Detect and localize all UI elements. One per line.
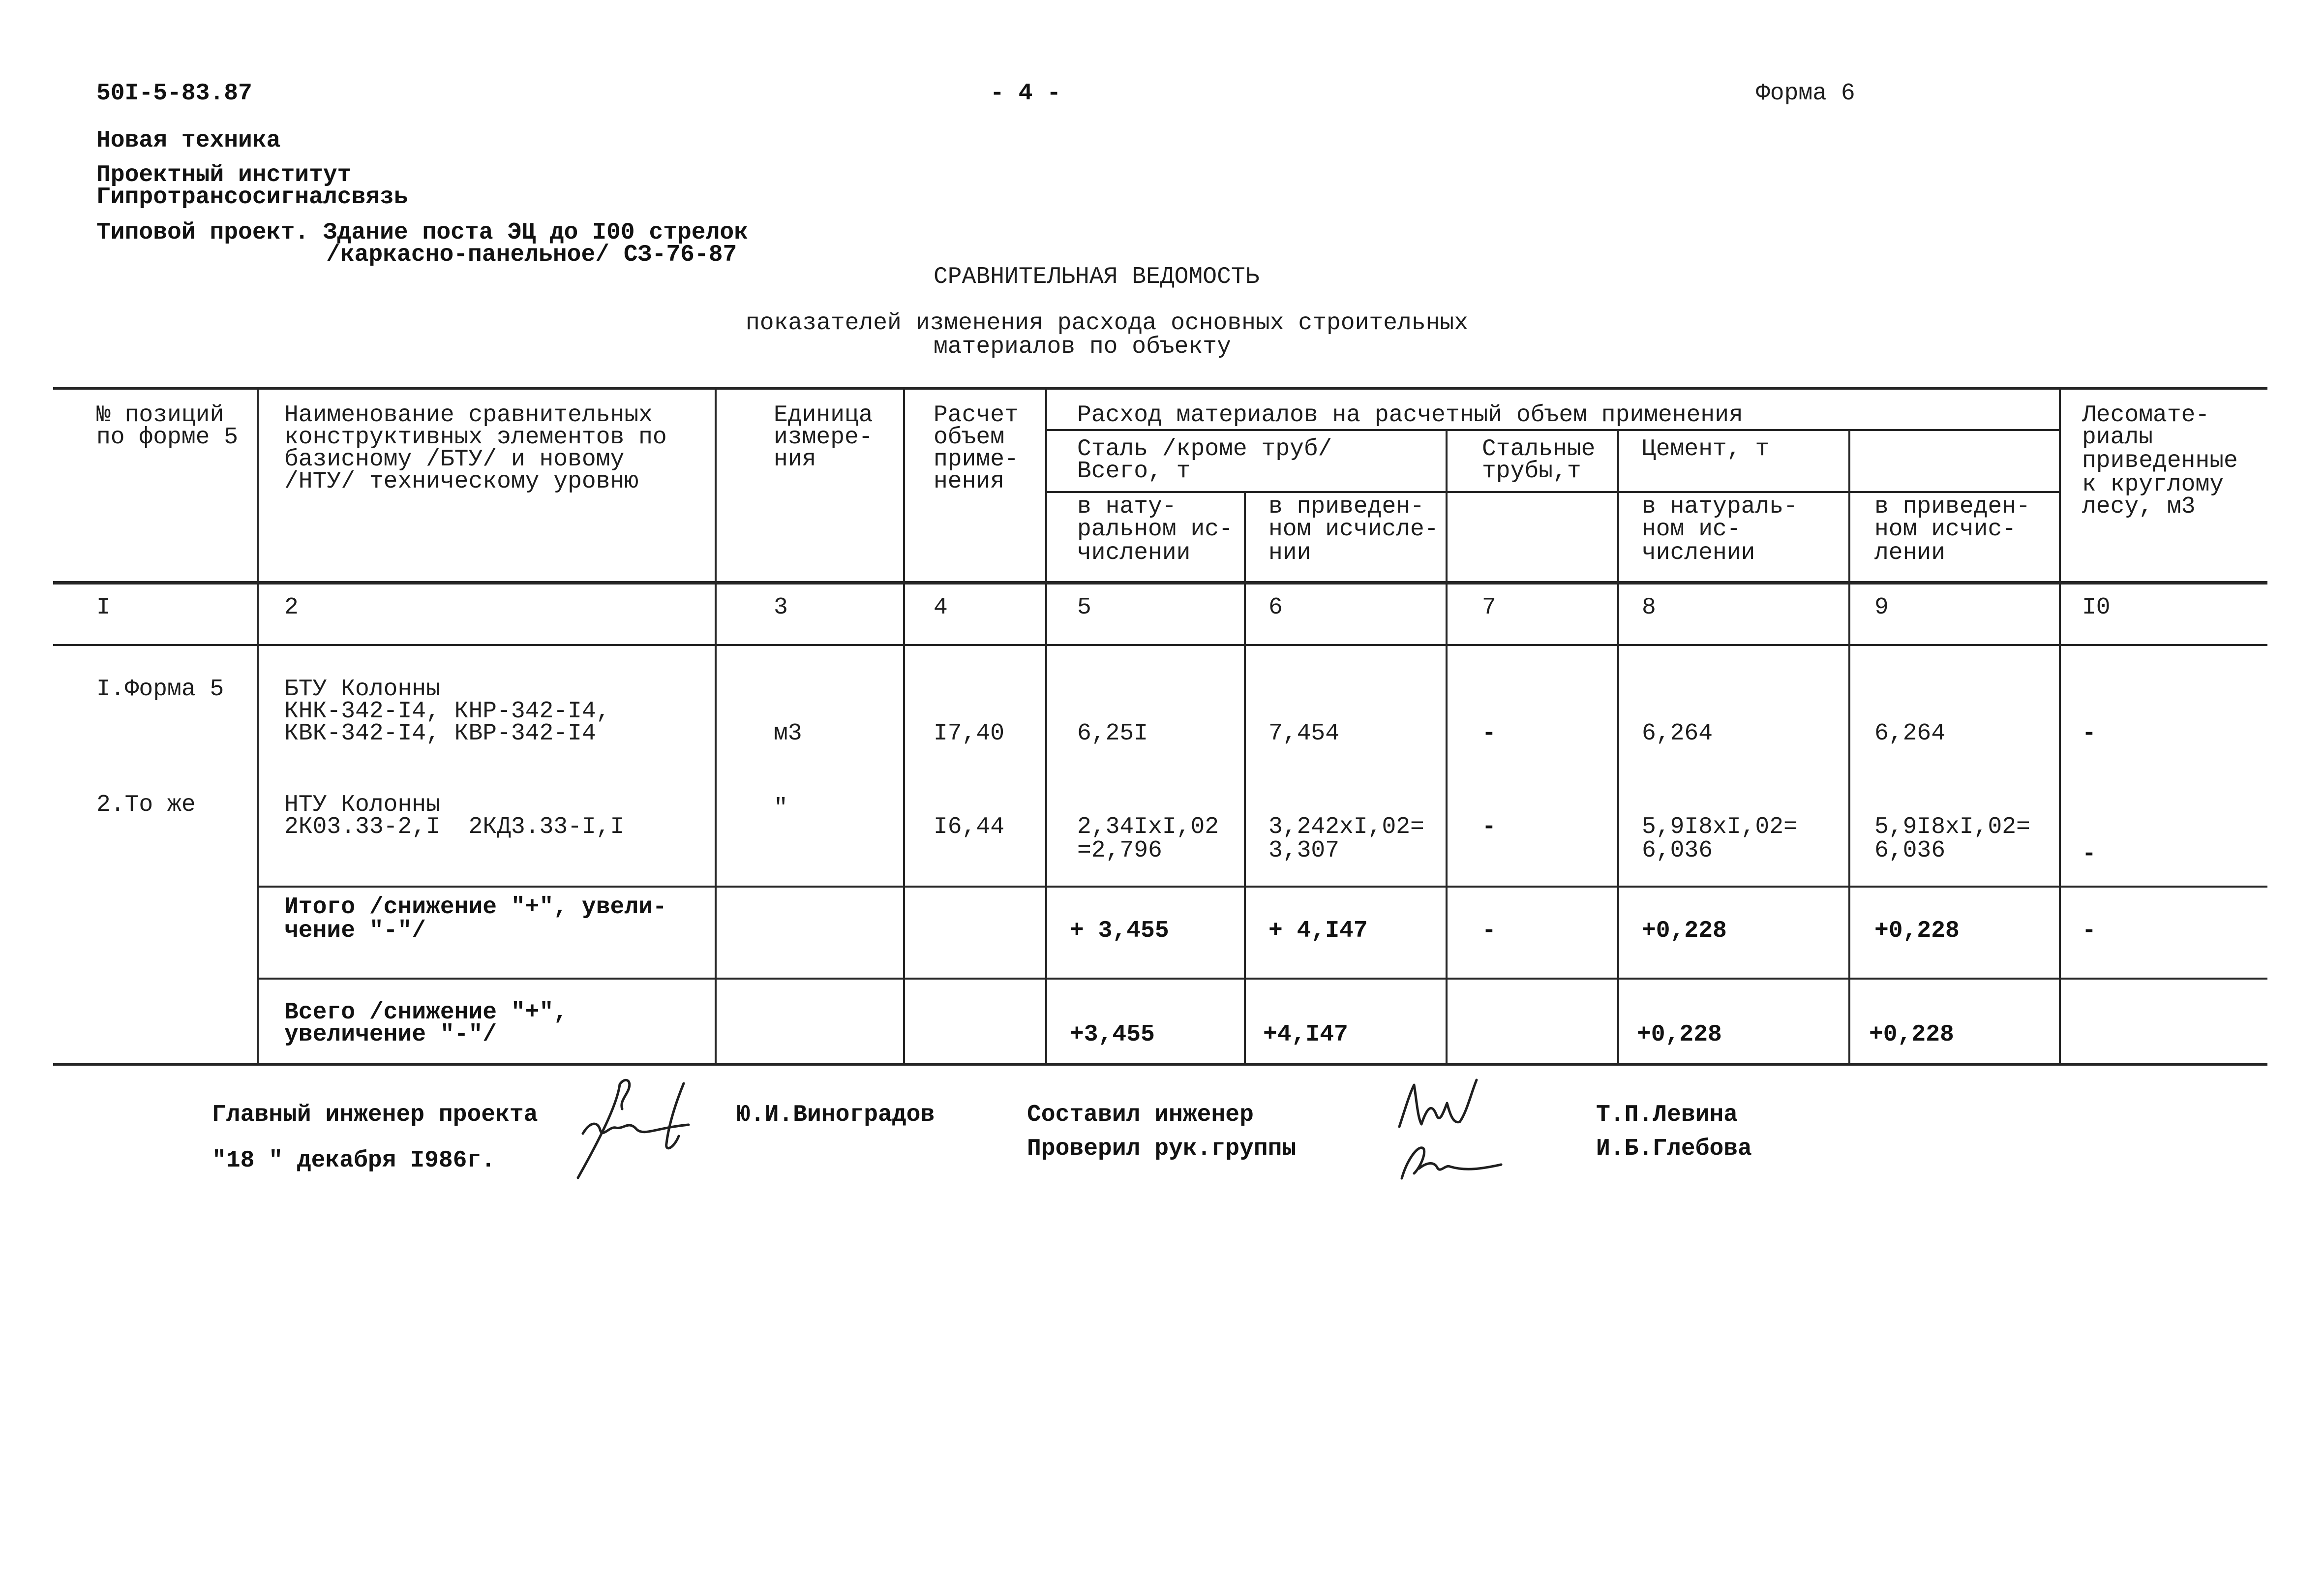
row-element-name: 2К03.33-2,I 2КД3.33-I,I xyxy=(284,814,625,840)
total-label: увеличение "-"/ xyxy=(284,1021,497,1048)
table-col-divider xyxy=(257,388,259,1064)
subtotal-steel-pipes: - xyxy=(1482,918,1496,944)
header-position: № позиций xyxy=(96,402,224,429)
row-steel-natural: =2,796 xyxy=(1077,837,1162,864)
header-steel-reduced: нии xyxy=(1268,540,1311,566)
org-heading: Новая техника xyxy=(96,127,281,154)
column-number: I xyxy=(96,594,111,621)
header-volume: Расчет xyxy=(934,402,1019,429)
row-cement-natural: 6,264 xyxy=(1642,720,1713,747)
row-steel-pipes: - xyxy=(1482,720,1496,747)
header-unit: измере- xyxy=(774,424,873,451)
row-position: 2.То же xyxy=(96,792,196,818)
row-unit: м3 xyxy=(774,720,802,747)
header-volume: объем xyxy=(934,424,1005,451)
header-steel-natural: числении xyxy=(1077,540,1191,566)
signature-chief-engineer xyxy=(571,1075,694,1180)
header-volume: нения xyxy=(934,468,1005,495)
header-element-name: конструктивных элементов по xyxy=(284,424,667,451)
header-volume: приме- xyxy=(934,446,1019,473)
row-cement-reduced: 5,9I8xI,02= xyxy=(1874,814,2030,840)
column-number: 4 xyxy=(934,594,948,621)
row-steel-reduced: 7,454 xyxy=(1268,720,1340,747)
column-number: I0 xyxy=(2082,594,2111,621)
doc-code: 50I-5-83.87 xyxy=(96,80,252,107)
page-number: - 4 - xyxy=(990,80,1061,107)
header-cement-reduced: ном исчис- xyxy=(1874,516,2017,543)
institute-name: Гипротрансосигналсвязь xyxy=(96,184,408,211)
header-steel-pipes: трубы,т xyxy=(1482,458,1581,485)
header-cement-natural: числении xyxy=(1642,540,1755,566)
table-col-divider xyxy=(903,388,905,1064)
row-steel-natural: 6,25I xyxy=(1077,720,1148,747)
table-rule-header-bottom xyxy=(53,581,2267,585)
table-col-divider xyxy=(715,388,717,1064)
row-steel-pipes: - xyxy=(1482,814,1496,840)
row-volume: I7,40 xyxy=(934,720,1005,747)
header-position: по форме 5 xyxy=(96,424,239,451)
row-element-name: БТУ Колонны xyxy=(284,676,440,703)
table-rule-bottom xyxy=(53,1063,2267,1066)
form-label: Форма 6 xyxy=(1756,80,1855,107)
header-steel-natural: ральном ис- xyxy=(1077,516,1233,543)
table-col-divider xyxy=(1045,388,1047,1064)
signature-checker xyxy=(1392,1134,1505,1188)
header-cement-reduced: лении xyxy=(1874,540,1946,566)
checked-by-name: И.Б.Глебова xyxy=(1596,1136,1752,1162)
header-steel-pipes: Стальные xyxy=(1482,436,1596,462)
row-position: I.Форма 5 xyxy=(96,676,224,703)
total-cement-reduced: +0,228 xyxy=(1869,1021,1954,1048)
column-number: 9 xyxy=(1874,594,1889,621)
row-cement-reduced: 6,264 xyxy=(1874,720,1946,747)
row-cement-reduced: 6,036 xyxy=(1874,837,1946,864)
row-cement-natural: 6,036 xyxy=(1642,837,1713,864)
column-number: 3 xyxy=(774,594,788,621)
row-steel-reduced: 3,242xI,02= xyxy=(1268,814,1424,840)
header-element-name: Наименование сравнительных xyxy=(284,402,653,429)
header-steel-natural: в нату- xyxy=(1077,493,1177,520)
table-rule-top xyxy=(53,387,2267,390)
table-col-divider xyxy=(1244,492,1246,1064)
header-cement-natural: ном ис- xyxy=(1642,516,1741,543)
table-rule-subheader xyxy=(1046,491,2060,493)
document-subtitle-line: материалов по объекту xyxy=(934,334,1231,360)
table-rule-materials-group xyxy=(1046,429,2060,431)
row-volume: I6,44 xyxy=(934,814,1005,840)
header-timber: риалы xyxy=(2082,424,2153,451)
header-cement-reduced: в приведен- xyxy=(1874,493,2030,520)
header-cement: Цемент, т xyxy=(1642,436,1770,462)
table-col-divider xyxy=(1446,430,1448,1064)
header-materials-group: Расход материалов на расчетный объем применения xyxy=(1077,402,1743,429)
column-number: 2 xyxy=(284,594,299,621)
compiled-by-label: Составил инженер xyxy=(1027,1102,1254,1128)
row-steel-natural: 2,34IxI,02 xyxy=(1077,814,1219,840)
row-element-name: КНК-342-I4, КНР-342-I4, xyxy=(284,698,610,725)
table-rule-items-bottom xyxy=(258,886,2267,888)
project-title-line: /каркасно-панельное/ СЗ-76-87 xyxy=(326,242,737,268)
table-rule-subtotal-bottom xyxy=(258,978,2267,980)
chief-engineer-name: Ю.И.Виноградов xyxy=(736,1102,935,1128)
column-number: 8 xyxy=(1642,594,1656,621)
signature-compiler xyxy=(1392,1073,1485,1141)
column-number: 5 xyxy=(1077,594,1091,621)
header-steel: Сталь /кроме труб/ xyxy=(1077,436,1332,462)
row-element-name: НТУ Колонны xyxy=(284,792,440,818)
chief-engineer-label: Главный инженер проекта xyxy=(212,1102,538,1128)
subtotal-cement-natural: +0,228 xyxy=(1642,918,1727,944)
row-timber: - xyxy=(2082,841,2096,867)
subtotal-timber: - xyxy=(2082,918,2096,944)
header-timber: приведенные xyxy=(2082,448,2238,474)
total-cement-natural: +0,228 xyxy=(1637,1021,1722,1048)
row-element-name: КВК-342-I4, КВР-342-I4 xyxy=(284,720,596,747)
header-timber: к круглому xyxy=(2082,471,2224,498)
total-label: Всего /снижение "+", xyxy=(284,999,568,1026)
total-steel-natural: +3,455 xyxy=(1070,1021,1155,1048)
header-cement-natural: в натураль- xyxy=(1642,493,1798,520)
header-unit: ния xyxy=(774,446,816,473)
header-unit: Единица xyxy=(774,402,873,429)
row-cement-natural: 5,9I8xI,02= xyxy=(1642,814,1798,840)
total-steel-reduced: +4,I47 xyxy=(1263,1021,1348,1048)
header-steel-reduced: ном исчисле- xyxy=(1268,516,1439,543)
header-element-name: /НТУ/ техническому уровню xyxy=(284,468,639,495)
table-col-divider xyxy=(1848,430,1850,1064)
header-timber: лесу, м3 xyxy=(2082,493,2196,520)
column-number: 6 xyxy=(1268,594,1283,621)
header-steel-reduced: в приведен- xyxy=(1268,493,1424,520)
subtotal-steel-natural: + 3,455 xyxy=(1070,918,1169,944)
subtotal-label: Итого /снижение "+", увели- xyxy=(284,894,667,921)
compiled-by-name: Т.П.Левина xyxy=(1596,1102,1738,1128)
subtotal-cement-reduced: +0,228 xyxy=(1874,918,1960,944)
header-timber: Лесомате- xyxy=(2082,402,2210,429)
row-timber: - xyxy=(2082,720,2096,747)
document-subtitle-line: показателей изменения расхода основных строительных xyxy=(746,310,1469,337)
project-title-line: Типовой проект. Здание поста ЭЦ до I00 стрелок xyxy=(96,219,749,246)
table-col-divider xyxy=(1617,430,1619,1064)
header-steel: Всего, т xyxy=(1077,458,1191,485)
column-number: 7 xyxy=(1482,594,1496,621)
checked-by-label: Проверил рук.группы xyxy=(1027,1136,1297,1162)
table-rule-numbers-bottom xyxy=(53,644,2267,646)
row-unit: " xyxy=(774,795,788,822)
row-steel-reduced: 3,307 xyxy=(1268,837,1340,864)
table-col-divider xyxy=(2059,388,2061,1064)
institute-line: Проектный институт xyxy=(96,162,352,188)
signature-date: "18 " декабря I986г. xyxy=(212,1147,496,1174)
subtotal-label: чение "-"/ xyxy=(284,918,426,944)
document-title: СРАВНИТЕЛЬНАЯ ВЕДОМОСТЬ xyxy=(934,264,1260,290)
header-element-name: базисному /БТУ/ и новому xyxy=(284,446,625,473)
subtotal-steel-reduced: + 4,I47 xyxy=(1268,918,1368,944)
